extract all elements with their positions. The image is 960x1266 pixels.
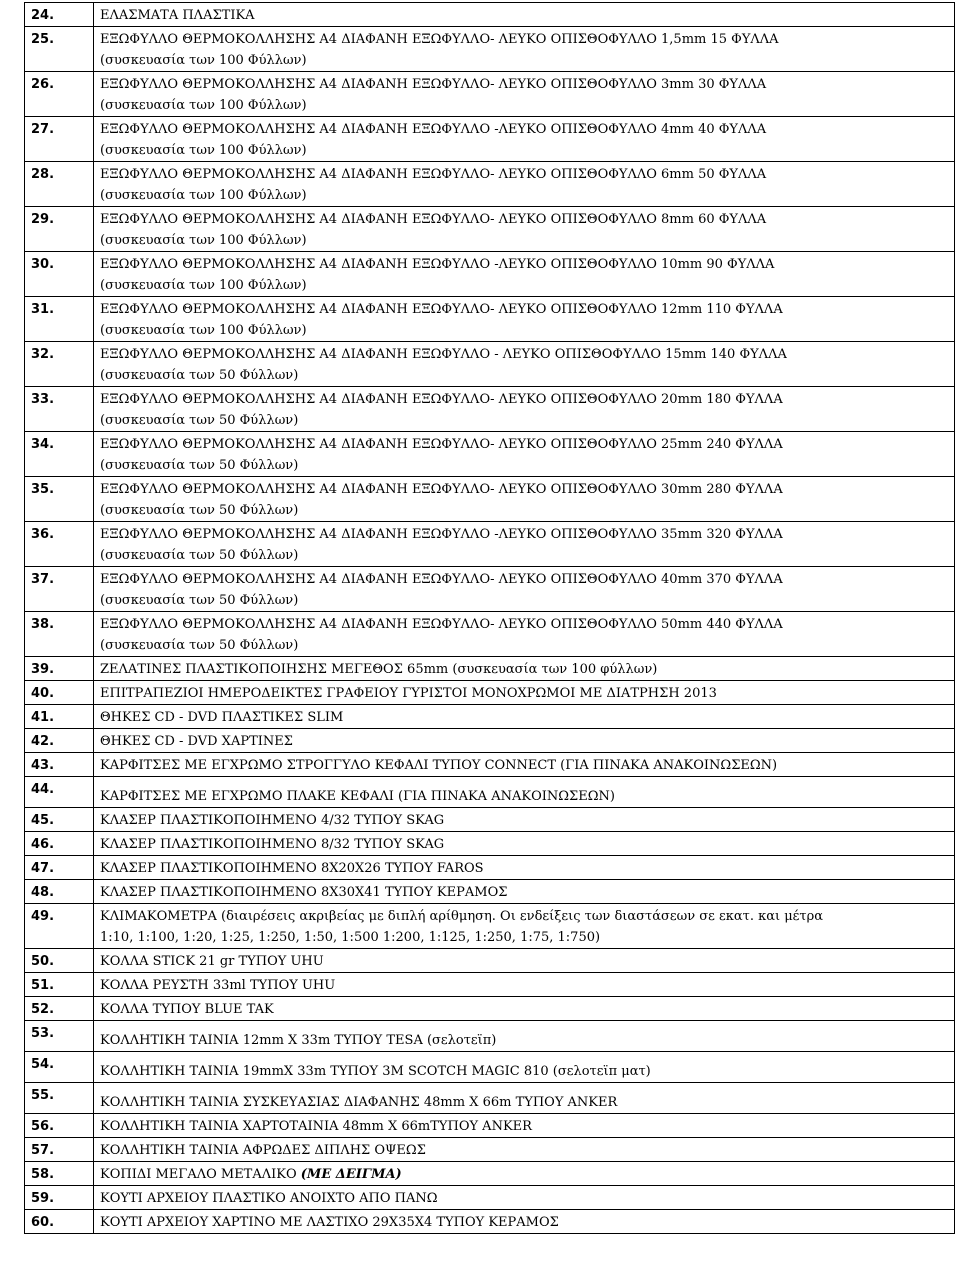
- item-description: [94, 808, 955, 832]
- table-row: [25, 27, 955, 72]
- item-description-line: ΚΟΛΛΗΤΙΚΗ ΤΑΙΝΙΑ 19mmX 33m ΤΥΠΟΥ 3M SCOTCH MAGIC 810 (σελοτεϊπ ματ): [100, 1064, 651, 1079]
- table-row: [25, 1052, 955, 1083]
- item-number: 43.: [25, 753, 94, 777]
- table-row: [25, 117, 955, 162]
- table-row: [25, 252, 955, 297]
- item-number: 37.: [25, 567, 94, 612]
- item-number: 51.: [25, 973, 94, 997]
- table-row: [25, 3, 955, 27]
- items-table: [24, 2, 955, 1234]
- item-number: 26.: [25, 72, 94, 117]
- item-number: 46.: [25, 832, 94, 856]
- table-row: [25, 1021, 955, 1052]
- item-description: [94, 297, 955, 342]
- item-number: 38.: [25, 612, 94, 657]
- item-description-line: ΚΛΑΣΕΡ ΠΛΑΣΤΙΚΟΠΟΙΗΜΕΝΟ 8Χ30Χ41 ΤΥΠΟΥ ΚΕΡΑΜΟΣ: [100, 885, 508, 900]
- table-row: [25, 657, 955, 681]
- table-row: [25, 162, 955, 207]
- item-description-line: ΚΟΠΙΔΙ ΜΕΓΑΛΟ ΜΕΤΑΛΙΚΟ: [100, 1167, 301, 1182]
- table-row: [25, 477, 955, 522]
- item-description: [94, 880, 955, 904]
- item-description: [94, 387, 955, 432]
- item-number: 40.: [25, 681, 94, 705]
- item-description-line: ΚΟΥΤΙ ΑΡΧΕΙΟΥ ΠΛΑΣΤΙΚΟ ΑΝΟΙΧΤΟ ΑΠΟ ΠΑΝΩ: [100, 1191, 438, 1206]
- item-description: [94, 72, 955, 117]
- item-description-line: ΕΞΩΦΥΛΛΟ ΘΕΡΜΟΚΟΛΛΗΣΗΣ Α4 ΔΙΑΦΑΝΗ ΕΞΩΦΥΛΛΟ- ΛΕΥΚΟ ΟΠΙΣΘΟΦΥΛΛΟ 1,5mm 15 ΦΥΛΛΑ: [100, 32, 779, 47]
- table-row: [25, 522, 955, 567]
- item-description: [94, 973, 955, 997]
- item-number: 57.: [25, 1138, 94, 1162]
- table-row: [25, 880, 955, 904]
- table-row: [25, 832, 955, 856]
- item-number: 53.: [25, 1021, 94, 1052]
- item-description: [94, 1052, 955, 1083]
- item-number: 52.: [25, 997, 94, 1021]
- item-description: [94, 997, 955, 1021]
- items-table-body: [25, 3, 955, 1234]
- item-description-line: ΚΟΥΤΙ ΑΡΧΕΙΟΥ ΧΑΡΤΙΝΟ ΜΕ ΛΑΣΤΙΧΟ 29Χ35Χ4 ΤΥΠΟΥ ΚΕΡΑΜΟΣ: [100, 1215, 559, 1230]
- table-row: [25, 342, 955, 387]
- item-description: [94, 832, 955, 856]
- item-description: [94, 522, 955, 567]
- item-description: [94, 1162, 955, 1186]
- item-number: 60.: [25, 1210, 94, 1234]
- item-number: 33.: [25, 387, 94, 432]
- item-number: 34.: [25, 432, 94, 477]
- item-number: 36.: [25, 522, 94, 567]
- item-description-line: ΘΗΚΕΣ CD - DVD ΧΑΡΤΙΝΕΣ: [100, 734, 293, 749]
- item-description-line: (συσκευασία των 100 Φύλλων): [100, 53, 307, 68]
- table-row: [25, 432, 955, 477]
- table-row: [25, 949, 955, 973]
- item-number: 59.: [25, 1186, 94, 1210]
- item-description-line: (συσκευασία των 100 Φύλλων): [100, 143, 307, 158]
- item-number: 55.: [25, 1083, 94, 1114]
- item-description: [94, 1138, 955, 1162]
- item-number: 35.: [25, 477, 94, 522]
- item-description-line: (συσκευασία των 50 Φύλλων): [100, 503, 299, 518]
- item-description: [94, 777, 955, 808]
- table-row: [25, 1210, 955, 1234]
- table-row: [25, 856, 955, 880]
- item-number: 49.: [25, 904, 94, 949]
- item-description-line: ΕΞΩΦΥΛΛΟ ΘΕΡΜΟΚΟΛΛΗΣΗΣ Α4 ΔΙΑΦΑΝΗ ΕΞΩΦΥΛΛΟ- ΛΕΥΚΟ ΟΠΙΣΘΟΦΥΛΛΟ 8mm 60 ΦΥΛΛΑ: [100, 212, 767, 227]
- table-row: [25, 1186, 955, 1210]
- table-row: [25, 973, 955, 997]
- item-description: [94, 856, 955, 880]
- table-row: [25, 1138, 955, 1162]
- item-description: [94, 27, 955, 72]
- item-description-line: ΕΞΩΦΥΛΛΟ ΘΕΡΜΟΚΟΛΛΗΣΗΣ Α4 ΔΙΑΦΑΝΗ ΕΞΩΦΥΛΛΟ- ΛΕΥΚΟ ΟΠΙΣΘΟΦΥΛΛΟ 20mm 180 ΦΥΛΛΑ: [100, 392, 783, 407]
- item-description-line: (συσκευασία των 50 Φύλλων): [100, 548, 299, 563]
- item-description: [94, 162, 955, 207]
- item-number: 32.: [25, 342, 94, 387]
- table-row: [25, 777, 955, 808]
- item-description-line: ΚΛΑΣΕΡ ΠΛΑΣΤΙΚΟΠΟΙΗΜΕΝΟ 8/32 ΤΥΠΟΥ SKAG: [100, 837, 445, 852]
- item-description: [94, 117, 955, 162]
- table-row: [25, 808, 955, 832]
- item-number: 48.: [25, 880, 94, 904]
- item-description: [94, 681, 955, 705]
- item-description-line: (συσκευασία των 100 Φύλλων): [100, 278, 307, 293]
- item-description-line: ΚΑΡΦΙΤΣΕΣ ΜΕ ΕΓΧΡΩΜΟ ΠΛΑΚΕ ΚΕΦΑΛΙ (ΓΙΑ ΠΙΝΑΚΑ ΑΝΑΚΟΙΝΩΣΕΩΝ): [100, 789, 615, 804]
- item-number: 54.: [25, 1052, 94, 1083]
- table-row: [25, 207, 955, 252]
- item-description-line: (συσκευασία των 100 Φύλλων): [100, 233, 307, 248]
- table-row: [25, 567, 955, 612]
- item-description-line: ΕΞΩΦΥΛΛΟ ΘΕΡΜΟΚΟΛΛΗΣΗΣ Α4 ΔΙΑΦΑΝΗ ΕΞΩΦΥΛΛΟ- ΛΕΥΚΟ ΟΠΙΣΘΟΦΥΛΛΟ 12mm 110 ΦΥΛΛΑ: [100, 302, 783, 317]
- item-number: 44.: [25, 777, 94, 808]
- item-description: [94, 567, 955, 612]
- item-number: 58.: [25, 1162, 94, 1186]
- item-description-line: ΕΞΩΦΥΛΛΟ ΘΕΡΜΟΚΟΛΛΗΣΗΣ Α4 ΔΙΑΦΑΝΗ ΕΞΩΦΥΛΛΟ- ΛΕΥΚΟ ΟΠΙΣΘΟΦΥΛΛΟ 6mm 50 ΦΥΛΛΑ: [100, 167, 767, 182]
- document-page: [24, 2, 944, 1234]
- item-description-line: ΕΛΑΣΜΑΤΑ ΠΛΑΣΤΙΚΑ: [100, 8, 255, 23]
- item-description: [94, 1186, 955, 1210]
- item-number: 56.: [25, 1114, 94, 1138]
- item-number: 47.: [25, 856, 94, 880]
- item-description-line: ΖΕΛΑΤΙΝΕΣ ΠΛΑΣΤΙΚΟΠΟΙΗΣΗΣ ΜΕΓΕΘΟΣ 65mm (συσκευασία των 100 φύλλων): [100, 662, 658, 677]
- item-description-line: (συσκευασία των 50 Φύλλων): [100, 368, 299, 383]
- item-description: [94, 1021, 955, 1052]
- item-number: 45.: [25, 808, 94, 832]
- item-number: 28.: [25, 162, 94, 207]
- item-description-line: (συσκευασία των 50 Φύλλων): [100, 638, 299, 653]
- item-number: 24.: [25, 3, 94, 27]
- item-description-line: (συσκευασία των 100 Φύλλων): [100, 188, 307, 203]
- item-description: [94, 3, 955, 27]
- item-description-line: ΚΛΙΜΑΚΟΜΕΤΡΑ (διαιρέσεις ακριβείας με διπλή αρίθμηση. Οι ενδείξεις των διαστάσεων σε εκατ. και μέτρα: [100, 909, 824, 924]
- table-row: [25, 297, 955, 342]
- item-description-line: ΕΞΩΦΥΛΛΟ ΘΕΡΜΟΚΟΛΛΗΣΗΣ Α4 ΔΙΑΦΑΝΗ ΕΞΩΦΥΛΛΟ- ΛΕΥΚΟ ΟΠΙΣΘΟΦΥΛΛΟ 3mm 30 ΦΥΛΛΑ: [100, 77, 767, 92]
- item-description-line: ΚΟΛΛΗΤΙΚΗ ΤΑΙΝΙΑ ΧΑΡΤΟΤΑΙΝΙΑ 48mm X 66mΤΥΠΟΥ ANKER: [100, 1119, 532, 1134]
- item-description: [94, 612, 955, 657]
- item-description: [94, 705, 955, 729]
- item-description: [94, 432, 955, 477]
- item-description-line: ΚΟΛΛΗΤΙΚΗ ΤΑΙΝΙΑ ΣΥΣΚΕΥΑΣΙΑΣ ΔΙΑΦΑΝΗΣ 48mm X 66m ΤΥΠΟΥ ANKER: [100, 1095, 618, 1110]
- item-description-line: (συσκευασία των 50 Φύλλων): [100, 458, 299, 473]
- table-row: [25, 1114, 955, 1138]
- table-row: [25, 997, 955, 1021]
- item-description-line: ΚΑΡΦΙΤΣΕΣ ΜΕ ΕΓΧΡΩΜΟ ΣΤΡΟΓΓΥΛΟ ΚΕΦΑΛΙ ΤΥΠΟΥ CONNECT (ΓΙΑ ΠΙΝΑΚΑ ΑΝΑΚΟΙΝΩΣΕΩΝ): [100, 758, 778, 773]
- item-description-line: ΚΛΑΣΕΡ ΠΛΑΣΤΙΚΟΠΟΙΗΜΕΝΟ 8Χ20Χ26 ΤΥΠΟΥ FAROS: [100, 861, 484, 876]
- item-description-line: ΚΟΛΛΑ STICK 21 gr ΤΥΠΟΥ UHU: [100, 954, 324, 969]
- table-row: [25, 1162, 955, 1186]
- item-description-line: ΕΞΩΦΥΛΛΟ ΘΕΡΜΟΚΟΛΛΗΣΗΣ Α4 ΔΙΑΦΑΝΗ ΕΞΩΦΥΛΛΟ -ΛΕΥΚΟ ΟΠΙΣΘΟΦΥΛΛΟ 35mm 320 ΦΥΛΛΑ: [100, 527, 783, 542]
- item-description: [94, 1210, 955, 1234]
- table-row: [25, 387, 955, 432]
- item-description: [94, 1083, 955, 1114]
- item-description-line: (συσκευασία των 100 Φύλλων): [100, 323, 307, 338]
- item-description: [94, 342, 955, 387]
- table-row: [25, 729, 955, 753]
- table-row: [25, 72, 955, 117]
- item-number: 30.: [25, 252, 94, 297]
- item-description-line: ΚΛΑΣΕΡ ΠΛΑΣΤΙΚΟΠΟΙΗΜΕΝΟ 4/32 ΤΥΠΟΥ SKAG: [100, 813, 445, 828]
- item-number: 27.: [25, 117, 94, 162]
- item-description-line: ΕΞΩΦΥΛΛΟ ΘΕΡΜΟΚΟΛΛΗΣΗΣ Α4 ΔΙΑΦΑΝΗ ΕΞΩΦΥΛΛΟ- ΛΕΥΚΟ ΟΠΙΣΘΟΦΥΛΛΟ 50mm 440 ΦΥΛΛΑ: [100, 617, 783, 632]
- item-number: 50.: [25, 949, 94, 973]
- item-description-line: (συσκευασία των 50 Φύλλων): [100, 413, 299, 428]
- item-description: [94, 252, 955, 297]
- item-description-line: ΕΞΩΦΥΛΛΟ ΘΕΡΜΟΚΟΛΛΗΣΗΣ Α4 ΔΙΑΦΑΝΗ ΕΞΩΦΥΛΛΟ - ΛΕΥΚΟ ΟΠΙΣΘΟΦΥΛΛΟ 15mm 140 ΦΥΛΛΑ: [100, 347, 787, 362]
- item-description-line: ΚΟΛΛΗΤΙΚΗ ΤΑΙΝΙΑ ΑΦΡΩΔΕΣ ΔΙΠΛΗΣ ΟΨΕΩΣ: [100, 1143, 426, 1158]
- item-description: [94, 207, 955, 252]
- item-number: 39.: [25, 657, 94, 681]
- table-row: [25, 612, 955, 657]
- item-description-line: ΕΞΩΦΥΛΛΟ ΘΕΡΜΟΚΟΛΛΗΣΗΣ Α4 ΔΙΑΦΑΝΗ ΕΞΩΦΥΛΛΟ- ΛΕΥΚΟ ΟΠΙΣΘΟΦΥΛΛΟ 40mm 370 ΦΥΛΛΑ: [100, 572, 783, 587]
- item-description-line: 1:10, 1:100, 1:20, 1:25, 1:250, 1:50, 1:500 1:200, 1:125, 1:250, 1:75, 1:750): [100, 930, 601, 945]
- item-description-line: ΕΞΩΦΥΛΛΟ ΘΕΡΜΟΚΟΛΛΗΣΗΣ Α4 ΔΙΑΦΑΝΗ ΕΞΩΦΥΛΛΟ -ΛΕΥΚΟ ΟΠΙΣΘΟΦΥΛΛΟ 10mm 90 ΦΥΛΛΑ: [100, 257, 775, 272]
- item-description: [94, 477, 955, 522]
- item-description-line: ΕΞΩΦΥΛΛΟ ΘΕΡΜΟΚΟΛΛΗΣΗΣ Α4 ΔΙΑΦΑΝΗ ΕΞΩΦΥΛΛΟ- ΛΕΥΚΟ ΟΠΙΣΘΟΦΥΛΛΟ 25mm 240 ΦΥΛΛΑ: [100, 437, 783, 452]
- table-row: [25, 1083, 955, 1114]
- table-row: [25, 904, 955, 949]
- item-description: [94, 729, 955, 753]
- item-description-line: ΕΞΩΦΥΛΛΟ ΘΕΡΜΟΚΟΛΛΗΣΗΣ Α4 ΔΙΑΦΑΝΗ ΕΞΩΦΥΛΛΟ- ΛΕΥΚΟ ΟΠΙΣΘΟΦΥΛΛΟ 30mm 280 ΦΥΛΛΑ: [100, 482, 783, 497]
- item-description-line: ΘΗΚΕΣ CD - DVD ΠΛΑΣΤΙΚΕΣ SLIM: [100, 710, 344, 725]
- item-description: [94, 949, 955, 973]
- item-description-line: ΕΞΩΦΥΛΛΟ ΘΕΡΜΟΚΟΛΛΗΣΗΣ Α4 ΔΙΑΦΑΝΗ ΕΞΩΦΥΛΛΟ -ΛΕΥΚΟ ΟΠΙΣΘΟΦΥΛΛΟ 4mm 40 ΦΥΛΛΑ: [100, 122, 767, 137]
- item-number: 41.: [25, 705, 94, 729]
- item-description-line: ΚΟΛΛΑ ΤΥΠΟΥ BLUE TAK: [100, 1002, 274, 1017]
- item-description: [94, 1114, 955, 1138]
- table-row: [25, 681, 955, 705]
- item-number: 31.: [25, 297, 94, 342]
- item-description: [94, 753, 955, 777]
- item-description-line: ΚΟΛΛΗΤΙΚΗ ΤΑΙΝΙΑ 12mm X 33m ΤΥΠΟΥ TESA (σελοτεϊπ): [100, 1033, 497, 1048]
- item-description-line: (συσκευασία των 100 Φύλλων): [100, 98, 307, 113]
- sample-note: (ΜΕ ΔΕΙΓΜΑ): [300, 1167, 402, 1182]
- item-number: 25.: [25, 27, 94, 72]
- table-row: [25, 753, 955, 777]
- item-description-line: (συσκευασία των 50 Φύλλων): [100, 593, 299, 608]
- item-number: 29.: [25, 207, 94, 252]
- item-description: [94, 904, 955, 949]
- item-description-line: ΕΠΙΤΡΑΠΕΖΙΟΙ ΗΜΕΡΟΔΕΙΚΤΕΣ ΓΡΑΦΕΙΟΥ ΓΥΡΙΣΤΟΙ ΜΟΝΟΧΡΩΜΟΙ ΜΕ ΔΙΑΤΡΗΣΗ 2013: [100, 686, 717, 701]
- item-description-line: ΚΟΛΛΑ ΡΕΥΣΤΗ 33ml ΤΥΠΟΥ UHU: [100, 978, 336, 993]
- item-number: 42.: [25, 729, 94, 753]
- table-row: [25, 705, 955, 729]
- item-description: [94, 657, 955, 681]
